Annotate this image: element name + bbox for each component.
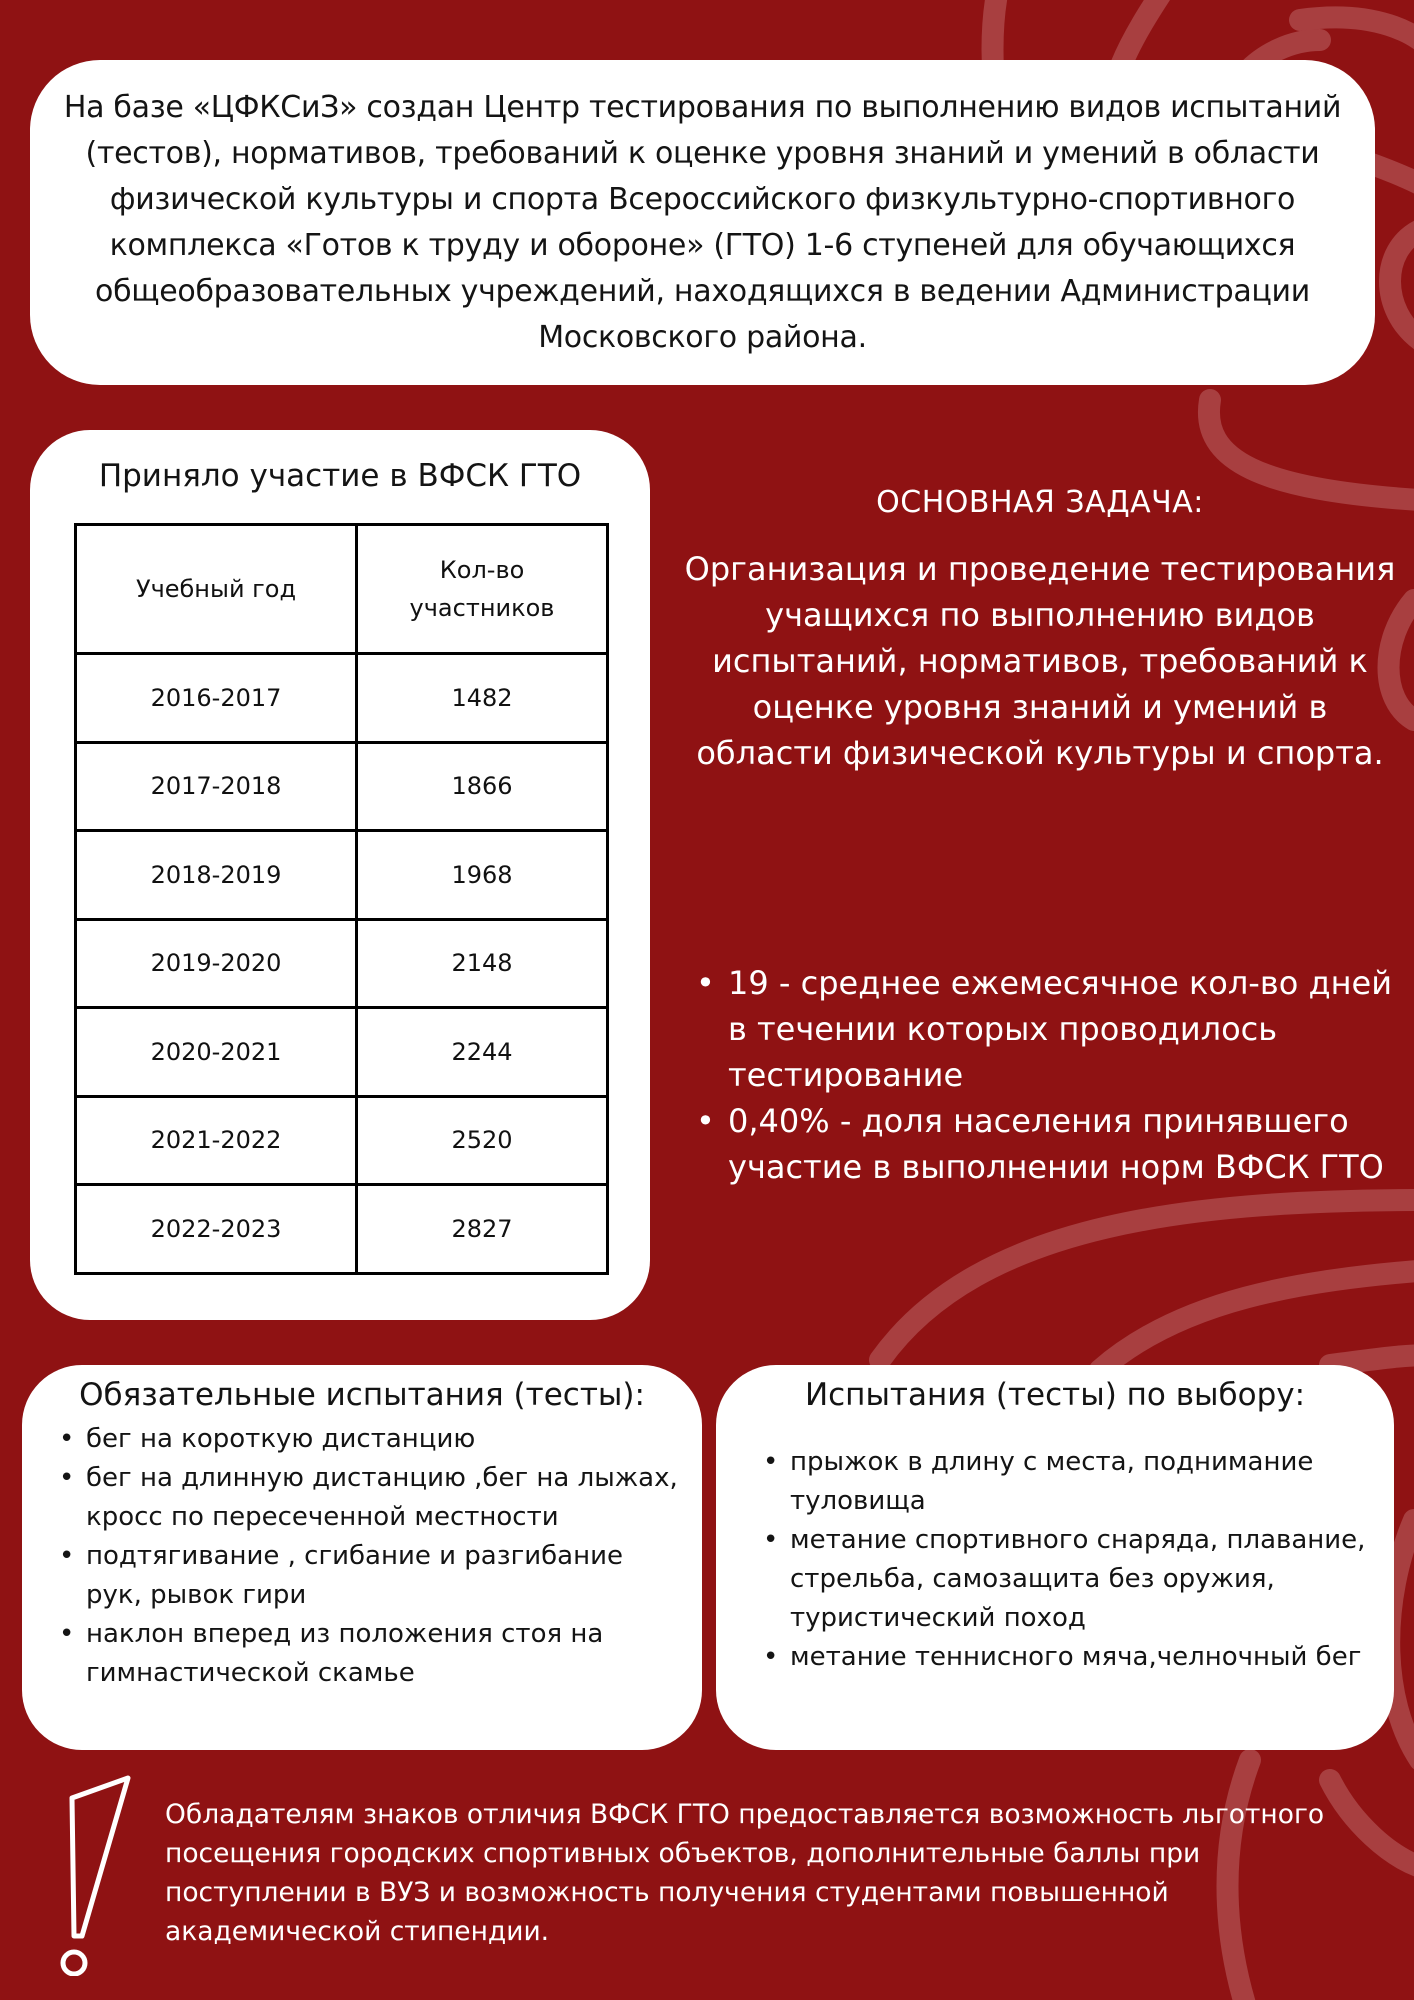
cell-year: 2022-2023 xyxy=(76,1185,357,1274)
cell-year: 2019-2020 xyxy=(76,919,357,1008)
cell-count: 2244 xyxy=(357,1008,608,1097)
main-task-heading: ОСНОВНАЯ ЗАДАЧА: xyxy=(876,485,1204,520)
list-item: • наклон вперед из положения стоя на гимнастической скамье xyxy=(86,1615,686,1693)
cell-year: 2020-2021 xyxy=(76,1008,357,1097)
table-row xyxy=(76,1185,608,1274)
participation-card xyxy=(30,430,650,1320)
cell-count: 2827 xyxy=(357,1185,608,1274)
required-tests-card xyxy=(22,1365,702,1750)
cell-count: 1968 xyxy=(357,831,608,920)
intro-card xyxy=(30,60,1375,385)
list-item: • бег на короткую дистанцию xyxy=(86,1420,686,1459)
main-task-section xyxy=(680,485,1400,776)
list-item: • подтягивание , сгибание и разгибание рук, рывок гири xyxy=(86,1537,686,1615)
cell-count: 1866 xyxy=(357,742,608,831)
optional-tests-title: Испытания (тесты) по выбору: xyxy=(804,1377,1306,1413)
required-tests-title: Обязательные испытания (тесты): xyxy=(79,1377,645,1413)
cell-year: 2021-2022 xyxy=(76,1096,357,1185)
fact-item: • 19 - среднее ежемесячное кол-во дней в течении которых проводилось тестирование xyxy=(690,960,1410,1098)
list-item: • прыжок в длину с места, поднимание туловища xyxy=(790,1443,1380,1521)
list-item: • метание теннисного мяча,челночный бег xyxy=(790,1638,1380,1677)
table-row xyxy=(76,919,608,1008)
facts-list xyxy=(690,960,1410,1190)
list-item: • бег на длинную дистанцию ,бег на лыжах, кросс по пересеченной местности xyxy=(86,1459,686,1537)
swirl-stroke xyxy=(1100,1270,1414,1370)
optional-tests-card xyxy=(716,1365,1394,1750)
cell-count: 2148 xyxy=(357,919,608,1008)
participation-table xyxy=(74,523,609,1275)
cell-year: 2017-2018 xyxy=(76,742,357,831)
participation-title: Приняло участие в ВФСК ГТО xyxy=(98,458,582,494)
swirl-stroke xyxy=(880,1200,1414,1360)
intro-text: На базе «ЦФКСиЗ» создан Центр тестирования по выполнению видов испытаний (тестов), нормативов, требований к оценке уровня знаний и умений в области физической культуры и спорта Всероссийского физкультурно-спортивного комплекса «Готов к труду и обороне» (ГТО) 1-6 ступеней для обучающихся общеобразовательных учреждений, находящихся в ведении Администрации Московского района. xyxy=(63,89,1342,355)
header-count-label: Кол-во участников xyxy=(409,556,555,622)
header-year: Учебный год xyxy=(76,525,357,654)
required-tests-list xyxy=(86,1420,686,1693)
table-row xyxy=(76,831,608,920)
main-task-text: Организация и проведение тестирования учащихся по выполнению видов испытаний, нормативов, требований к оценке уровня знаний и умений в области физической культуры и спорта. xyxy=(684,550,1396,772)
table-row xyxy=(76,1096,608,1185)
swirl-stroke xyxy=(1330,1355,1414,1365)
fact-item: • 0,40% - доля населения принявшего участие в выполнении норм ВФСК ГТО xyxy=(690,1098,1410,1190)
optional-tests-list xyxy=(790,1443,1380,1677)
cell-count: 1482 xyxy=(357,654,608,743)
cell-year: 2016-2017 xyxy=(76,654,357,743)
exclamation-icon xyxy=(52,1768,138,1976)
table-header-row xyxy=(76,525,608,654)
table-row xyxy=(76,654,608,743)
table-row xyxy=(76,742,608,831)
swirl-stroke xyxy=(1300,17,1414,60)
cell-year: 2018-2019 xyxy=(76,831,357,920)
table-row xyxy=(76,1008,608,1097)
list-item: • метание спортивного снаряда, плавание, стрельба, самозащита без оружия, туристический поход xyxy=(790,1521,1380,1638)
header-count xyxy=(357,525,608,654)
swirl-stroke xyxy=(1390,230,1414,340)
cell-count: 2520 xyxy=(357,1096,608,1185)
benefits-note: Обладателям знаков отличия ВФСК ГТО предоставляется возможность льготного посещения городских спортивных объектов, дополнительные баллы при поступлении в ВУЗ и возможность получения студентами повышенной академической стипендии. xyxy=(165,1799,1325,1947)
